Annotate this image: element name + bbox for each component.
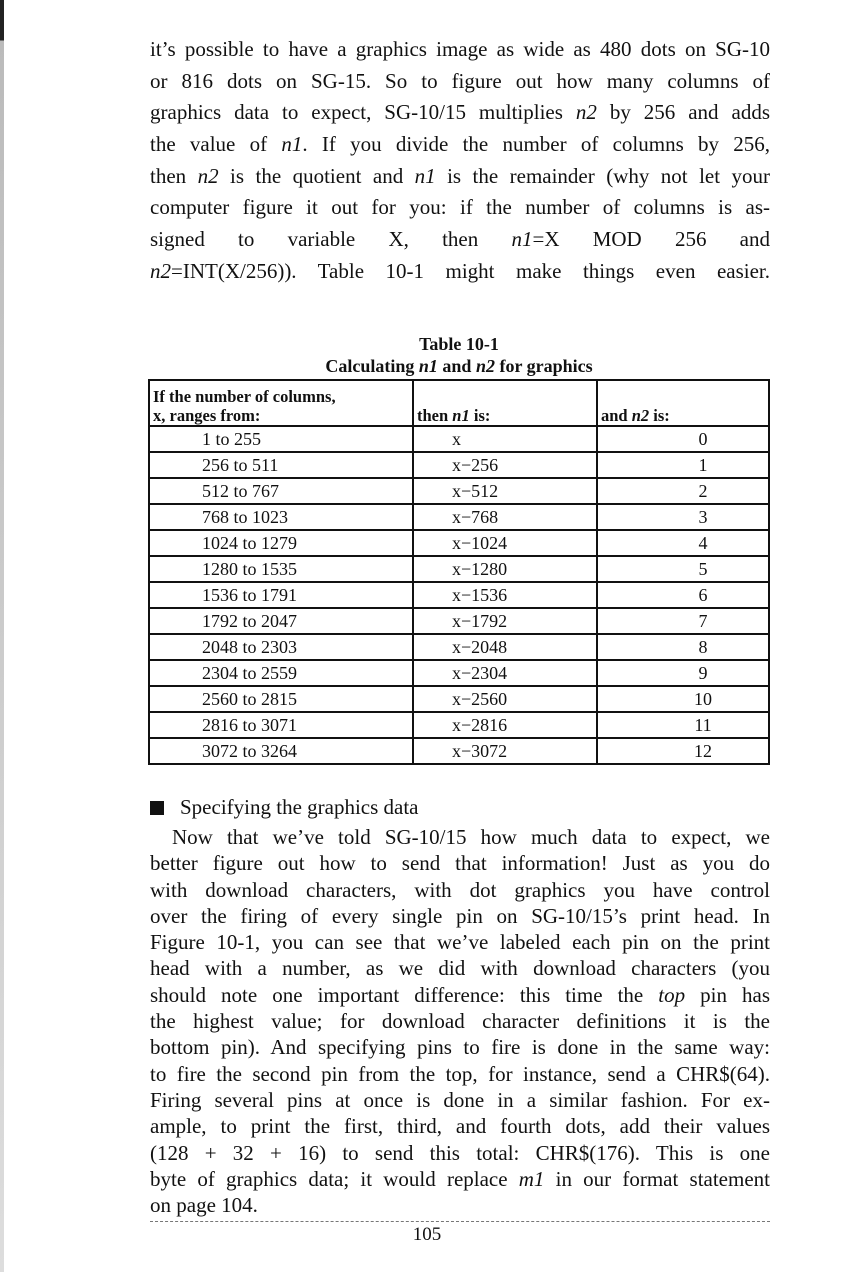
n1-cell: x−1792 — [413, 608, 597, 634]
text-segment: for graphics — [494, 356, 593, 376]
text-line — [150, 982, 770, 1008]
n1-cell: x−3072 — [413, 738, 597, 764]
n2-cell: 12 — [597, 738, 769, 764]
text-line — [150, 850, 770, 876]
text-segment: . If you divide the number of columns by 256, — [302, 132, 770, 157]
text-segment: and — [601, 406, 632, 425]
text-line — [150, 1034, 770, 1060]
range-cell: 3072 to 3264 — [149, 738, 413, 764]
table-row — [149, 634, 769, 660]
text-line — [150, 903, 770, 929]
text-segment: the highest value; for download character definitions it is the — [150, 1009, 770, 1034]
n2-cell: 8 — [597, 634, 769, 660]
table-row — [149, 530, 769, 556]
text-line — [150, 1192, 770, 1218]
range-cell: 1792 to 2047 — [149, 608, 413, 634]
text-line — [150, 1061, 770, 1087]
text-segment: Firing several pins at once is done in a similar fashion. For ex- — [150, 1087, 770, 1112]
text-segment: computer figure it out for you: if the number of columns is as- — [150, 195, 770, 220]
body-paragraph — [150, 824, 770, 1218]
page-number: 105 — [412, 1224, 442, 1245]
text-segment: by 256 and adds — [596, 100, 770, 125]
text-segment: on page 104. — [150, 1193, 258, 1218]
italic-variable: n1 — [511, 227, 533, 252]
text-segment: x, ranges from: — [153, 406, 261, 425]
text-line — [150, 129, 770, 161]
scan-edge — [0, 0, 4, 1272]
table-row — [149, 686, 769, 712]
range-cell: 2816 to 3071 — [149, 712, 413, 738]
table-row — [149, 426, 769, 452]
text-line — [150, 34, 770, 66]
n1-cell: x−2304 — [413, 660, 597, 686]
text-line — [150, 929, 770, 955]
text-segment: is the remainder (why not let your — [435, 163, 770, 188]
text-segment: bottom pin). And specifying pins to fire is done in the same way: — [150, 1035, 770, 1060]
text-segment: then — [417, 406, 453, 425]
table-number: Table 10-1 — [419, 334, 499, 354]
text-segment: is: — [649, 406, 670, 425]
text-line — [150, 877, 770, 903]
text-segment: is the quotient and — [218, 163, 415, 188]
n1-cell: x−2560 — [413, 686, 597, 712]
italic-variable: n2 — [575, 100, 597, 125]
table-row — [149, 504, 769, 530]
n2-cell: 0 — [597, 426, 769, 452]
n1-cell: x−512 — [413, 478, 597, 504]
range-cell: 1 to 255 — [149, 426, 413, 452]
text-line — [150, 161, 770, 193]
text-line — [150, 1166, 770, 1192]
italic-variable: n1 — [452, 406, 470, 425]
italic-variable: n2 — [475, 356, 495, 376]
italic-variable: n1 — [414, 163, 436, 188]
text-segment: byte of graphics data; it would replace — [150, 1166, 519, 1191]
text-segment: ample, to print the first, third, and fourth dots, add their values — [150, 1114, 770, 1139]
column-header — [149, 380, 413, 426]
text-line — [150, 1008, 770, 1034]
text-segment: over the firing of every single pin on SG-10/15’s print head. In — [150, 903, 770, 928]
n2-cell: 5 — [597, 556, 769, 582]
range-cell: 2304 to 2559 — [149, 660, 413, 686]
n2-cell: 1 — [597, 452, 769, 478]
intro-paragraph — [150, 34, 770, 288]
text-segment: better figure out how to send that information! Just as you do — [150, 851, 770, 876]
range-cell: 2048 to 2303 — [149, 634, 413, 660]
table-row — [149, 452, 769, 478]
text-segment: =INT(X/256)). Table 10-1 might make things even easier. — [171, 258, 770, 283]
table-row — [149, 582, 769, 608]
range-cell: 768 to 1023 — [149, 504, 413, 530]
n1-cell: x−1280 — [413, 556, 597, 582]
n2-cell: 3 — [597, 504, 769, 530]
n2-cell: 2 — [597, 478, 769, 504]
italic-variable: m1 — [518, 1166, 545, 1191]
text-line — [150, 256, 770, 288]
n1-cell: x−1024 — [413, 530, 597, 556]
italic-variable: n1 — [418, 356, 438, 376]
text-segment: Calculating — [325, 356, 419, 376]
text-segment: signed to variable X, then — [150, 227, 512, 252]
n1-cell: x−768 — [413, 504, 597, 530]
text-segment: with download characters, with dot graphics you have control — [150, 877, 770, 902]
text-segment: and — [437, 356, 476, 376]
italic-variable: n1 — [281, 132, 303, 157]
text-segment: graphics data to expect, SG-10/15 multiplies — [150, 100, 576, 125]
nl-n2-table — [148, 379, 770, 765]
n1-cell: x−1536 — [413, 582, 597, 608]
text-line — [150, 1087, 770, 1113]
table-row — [149, 660, 769, 686]
n1-cell: x−2048 — [413, 634, 597, 660]
range-cell: 2560 to 2815 — [149, 686, 413, 712]
text-line — [150, 824, 770, 850]
text-segment: or 816 dots on SG-15. So to figure out how many columns of — [150, 68, 770, 93]
text-line — [150, 955, 770, 981]
italic-variable: n2 — [631, 406, 650, 425]
n2-cell: 7 — [597, 608, 769, 634]
text-line — [150, 66, 770, 98]
text-segment: then — [150, 163, 198, 188]
n1-cell: x−256 — [413, 452, 597, 478]
n2-cell: 9 — [597, 660, 769, 686]
n2-cell: 10 — [597, 686, 769, 712]
italic-variable: top — [658, 982, 686, 1007]
table-row — [149, 608, 769, 634]
table-row — [149, 712, 769, 738]
text-segment: it’s possible to have a graphics image as wide as 480 dots on SG-10 — [150, 37, 770, 61]
table-row — [149, 738, 769, 764]
table-row — [149, 556, 769, 582]
column-header — [413, 380, 597, 426]
range-cell: 256 to 511 — [149, 452, 413, 478]
column-header — [597, 380, 769, 426]
text-segment: Figure 10-1, you can see that we’ve labeled each pin on the print — [150, 930, 770, 955]
footer-rule — [150, 1221, 770, 1222]
table-caption — [148, 356, 770, 376]
n2-cell: 11 — [597, 712, 769, 738]
n2-cell: 4 — [597, 530, 769, 556]
text-segment: (128 + 32 + 16) to send this total: CHR$(176). This is one — [150, 1140, 770, 1165]
text-line — [150, 192, 770, 224]
section-heading — [150, 792, 419, 823]
text-line — [150, 97, 770, 129]
table-row — [149, 478, 769, 504]
text-segment: the value of — [150, 132, 282, 157]
italic-variable: n2 — [150, 258, 171, 283]
text-line — [150, 1113, 770, 1139]
text-segment: =X MOD 256 and — [532, 227, 770, 252]
text-segment: pin has — [685, 982, 770, 1007]
text-segment: in our format statement — [544, 1166, 770, 1191]
range-cell: 512 to 767 — [149, 478, 413, 504]
n1-cell: x−2816 — [413, 712, 597, 738]
text-segment: head with a number, as we did with download characters (you — [150, 956, 770, 981]
range-cell: 1536 to 1791 — [149, 582, 413, 608]
text-segment: should note one important difference: this time the — [150, 982, 659, 1007]
text-line — [150, 1140, 770, 1166]
table-header-row — [149, 380, 769, 426]
italic-variable: n2 — [197, 163, 219, 188]
range-cell: 1280 to 1535 — [149, 556, 413, 582]
text-segment: is: — [469, 406, 491, 425]
text-segment: Now that we’ve told SG-10/15 how much data to expect, we — [172, 825, 770, 849]
n2-cell: 6 — [597, 582, 769, 608]
n1-cell: x — [413, 426, 597, 452]
text-segment: If the number of columns, — [153, 387, 336, 406]
range-cell: 1024 to 1279 — [149, 530, 413, 556]
text-line — [150, 224, 770, 256]
section-heading-text: Specifying the graphics data — [180, 795, 419, 819]
text-segment: to fire the second pin from the top, for instance, send a CHR$(64). — [150, 1061, 770, 1086]
bullet-icon — [150, 801, 164, 815]
